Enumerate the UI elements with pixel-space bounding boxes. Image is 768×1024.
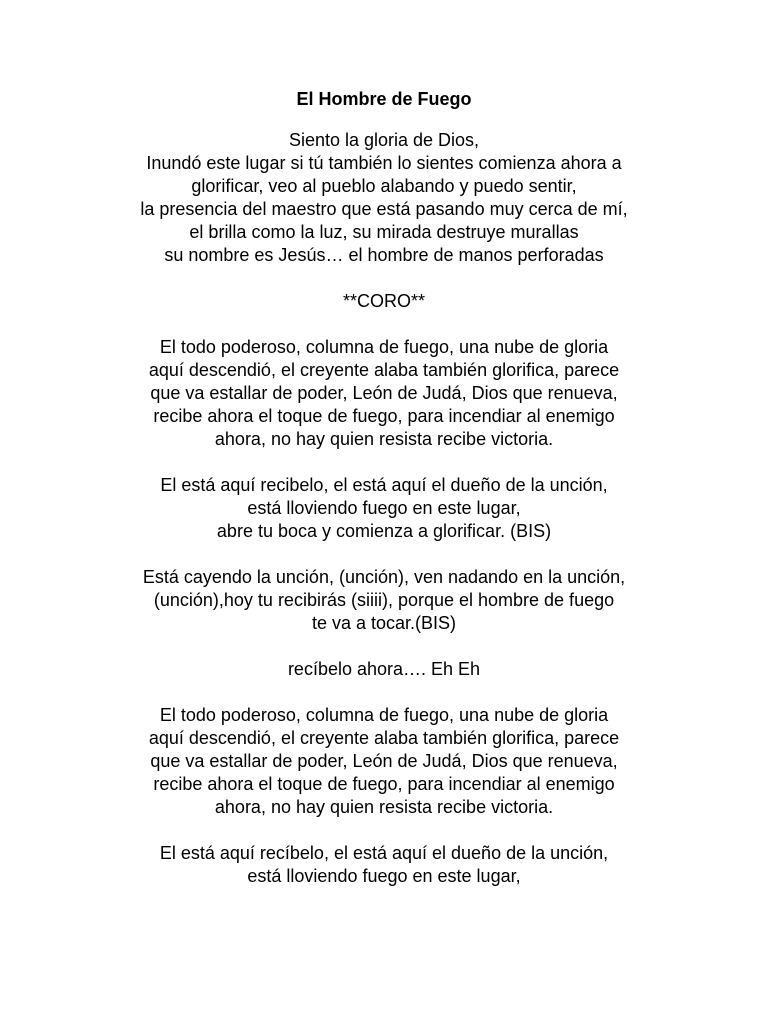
stanza <box>90 129 678 267</box>
lyric-line: abre tu boca y comienza a glorificar. (BIS) <box>216 521 552 541</box>
stanza <box>90 842 678 888</box>
lyric-line: que va estallar de poder, León de Judá, Dios que renueva, <box>150 751 618 771</box>
lyric-line: El está aquí recíbelo, el está aquí el dueño de la unción, <box>159 843 609 863</box>
stanza <box>90 474 678 543</box>
lyric-line: ahora, no hay quien resista recibe victoria. <box>214 797 554 817</box>
lyric-line: El está aquí recibelo, el está aquí el dueño de la unción, <box>160 475 608 495</box>
stanza <box>90 566 678 635</box>
lyric-line: Siento la gloria de Dios, <box>288 130 480 150</box>
lyric-line: **CORO** <box>342 291 426 311</box>
lyric-line: glorificar, veo al pueblo alabando y puedo sentir, <box>191 176 577 196</box>
lyric-line: su nombre es Jesús… el hombre de manos perforadas <box>164 245 604 265</box>
stanza <box>90 704 678 819</box>
lyric-line: que va estallar de poder, León de Judá, Dios que renueva, <box>150 383 618 403</box>
song-lyrics <box>90 88 678 911</box>
lyric-line: aquí descendió, el creyente alaba también glorifica, parece <box>148 728 620 748</box>
lyric-line: recíbelo ahora…. Eh Eh <box>287 659 481 679</box>
stanza-list <box>90 129 678 888</box>
lyric-line: aquí descendió, el creyente alaba también glorifica, parece <box>148 360 620 380</box>
lyric-line: está lloviendo fuego en este lugar, <box>247 498 521 518</box>
stanza <box>90 658 678 681</box>
song-title: El Hombre de Fuego <box>296 89 472 109</box>
lyric-line: la presencia del maestro que está pasando muy cerca de mí, <box>140 199 628 219</box>
lyric-line: recibe ahora el toque de fuego, para incendiar al enemigo <box>153 774 615 794</box>
lyric-line: te va a tocar.(BIS) <box>311 613 457 633</box>
lyric-line: ahora, no hay quien resista recibe victoria. <box>214 429 554 449</box>
lyric-line: El todo poderoso, columna de fuego, una nube de gloria <box>159 337 609 357</box>
lyric-line: recibe ahora el toque de fuego, para incendiar al enemigo <box>153 406 615 426</box>
lyric-line: Está cayendo la unción, (unción), ven nadando en la unción, <box>142 567 626 587</box>
lyric-line: Inundó este lugar si tú también lo sientes comienza ahora a <box>146 153 622 173</box>
lyric-line: está lloviendo fuego en este lugar, <box>247 866 521 886</box>
stanza <box>90 290 678 313</box>
lyric-line: El todo poderoso, columna de fuego, una nube de gloria <box>159 705 609 725</box>
lyric-line: el brilla como la luz, su mirada destruye murallas <box>189 222 579 242</box>
stanza <box>90 336 678 451</box>
lyric-line: (unción),hoy tu recibirás (siiii), porque el hombre de fuego <box>153 590 615 610</box>
